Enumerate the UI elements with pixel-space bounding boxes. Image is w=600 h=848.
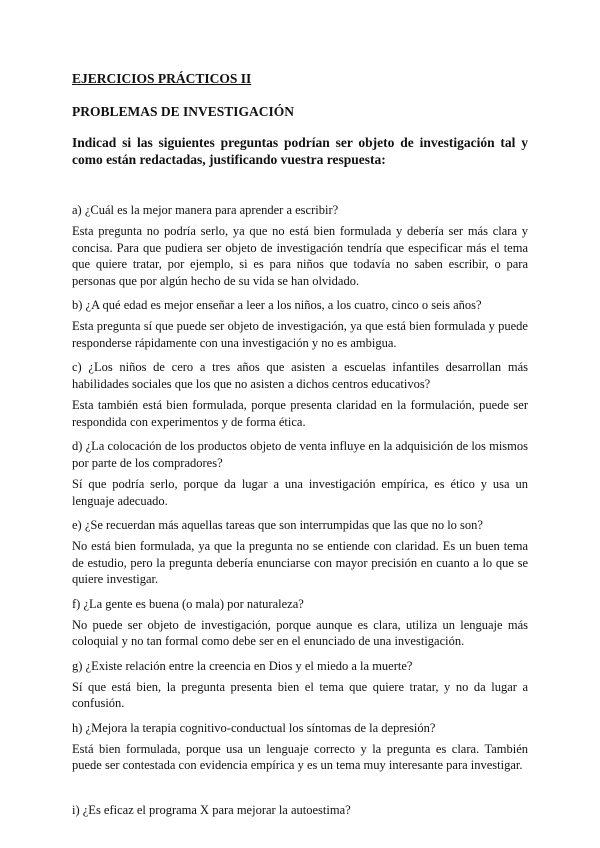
question-block-c: [72, 359, 528, 430]
question-f: f) ¿La gente es buena (o mala) por naturaleza?: [72, 596, 304, 611]
question-block-a: [72, 202, 528, 289]
answer-b: Esta pregunta sí que puede ser objeto de investigación, ya que está bien formulada y puede responderse rápidamente con una investigación y no es ambigua.: [72, 319, 528, 350]
answer-a: Esta pregunta no podría serlo, ya que no está bien formulada y debería ser más clara y concisa. Para que pudiera ser objeto de investigación tendría que especificar más el tema que quiere tratar, por ejemplo, si es para niños que todavía no saben escribir, o para personas que por algún hecho de su vida se han olvidado.: [72, 224, 528, 288]
question-block-d: [72, 438, 528, 509]
question-g: g) ¿Existe relación entre la creencia en Dios y el miedo a la muerte?: [72, 658, 413, 673]
section-title: PROBLEMAS DE INVESTIGACIÓN: [72, 104, 295, 119]
question-block-f: [72, 596, 528, 650]
document-page: [72, 70, 528, 827]
question-b: b) ¿A qué edad es mejor enseñar a leer a los niños, a los cuatro, cinco o seis años?: [72, 298, 482, 312]
exercise-instruction: Indicad si las siguientes preguntas podrían ser objeto de investigación tal y como están redactadas, justificando vuestra respuesta:: [72, 135, 528, 167]
question-d: d) ¿La colocación de los productos objeto de venta influye en la adquisición de los mismos por parte de los compradores?: [72, 439, 528, 470]
answer-e: No está bien formulada, ya que la pregunta no se entiende con claridad. Es un buen tema de estudio, pero la pregunta debería enunciarse con mayor precisión en cuanto a lo que se quiere investigar.: [72, 539, 528, 586]
answer-g: Sí que está bien, la pregunta presenta bien el tema que quiere tratar, y no da lugar a confusión.: [72, 679, 528, 710]
answer-d: Sí que podría serlo, porque da lugar a una investigación empírica, es ético y usa un lenguaje adecuado.: [72, 477, 528, 508]
document-title: EJERCICIOS PRÁCTICOS II: [72, 71, 252, 86]
question-block-i: [72, 802, 528, 819]
answer-h: Está bien formulada, porque usa un lenguaje correcto y la pregunta es clara. También puede ser contestada con evidencia empírica y es un tema muy interesante para investigar.: [72, 741, 528, 772]
question-h: h) ¿Mejora la terapia cognitivo-conductual los síntomas de la depresión?: [72, 720, 436, 735]
answer-c: Esta también está bien formulada, porque presenta claridad en la formulación, puede ser respondida con experimentos y de forma ética.: [72, 398, 528, 429]
question-block-h: [72, 720, 528, 774]
question-block-g: [72, 658, 528, 712]
question-c: c) ¿Los niños de cero a tres años que asisten a escuelas infantiles desarrollan más habilidades sociales que los que no asisten a dichos centros educativos?: [72, 360, 528, 391]
question-a: a) ¿Cuál es la mejor manera para aprender a escribir?: [72, 203, 339, 217]
answer-f: No puede ser objeto de investigación, porque aunque es clara, utiliza un lenguaje más coloquial y no tan formal como debe ser en el enunciado de una investigación.: [72, 617, 528, 648]
question-i: i) ¿Es eficaz el programa X para mejorar la autoestima?: [72, 802, 351, 817]
question-e: e) ¿Se recuerdan más aquellas tareas que son interrumpidas que las que no lo son?: [72, 518, 483, 532]
question-block-b: [72, 297, 528, 351]
question-block-e: [72, 517, 528, 588]
